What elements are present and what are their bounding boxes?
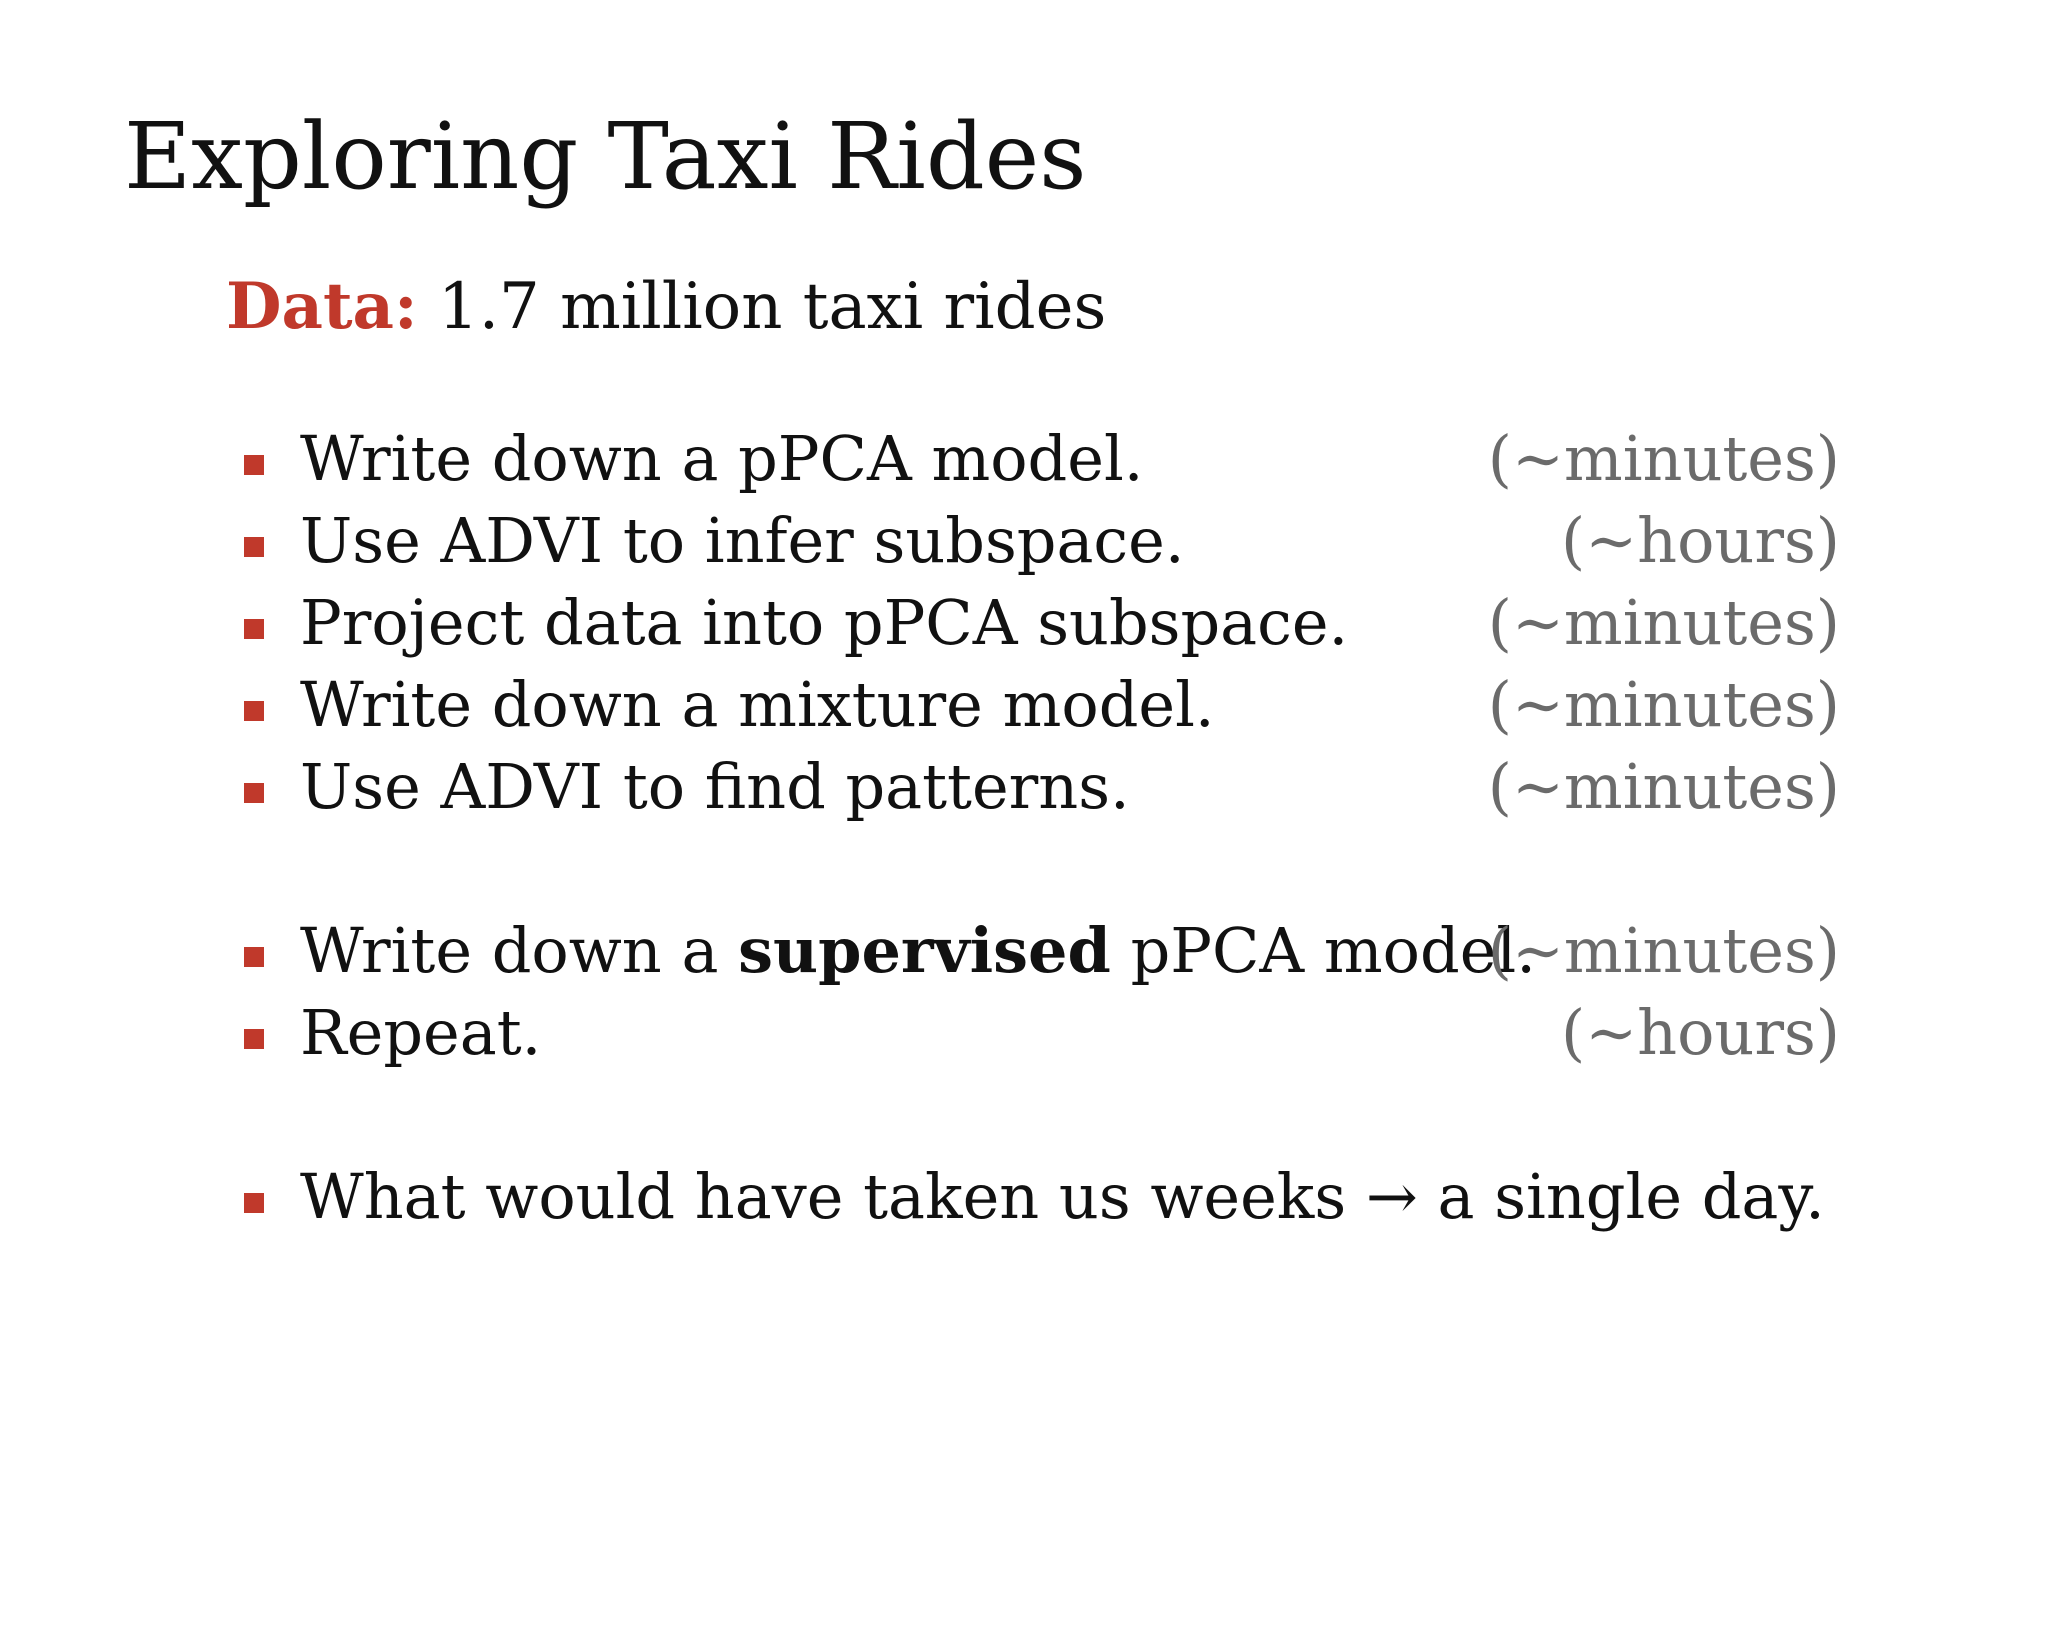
step-duration: (∼minutes) bbox=[1487, 586, 1840, 659]
square-bullet-icon bbox=[244, 947, 264, 967]
data-summary bbox=[226, 270, 1106, 345]
data-label: Data: bbox=[226, 269, 418, 344]
step-text: Project data into pPCA subspace. bbox=[300, 586, 1349, 659]
step-duration: (∼hours) bbox=[1561, 996, 1840, 1069]
square-bullet-icon bbox=[244, 619, 264, 639]
step-text: Use ADVI to find patterns. bbox=[300, 750, 1130, 823]
step-duration: (∼minutes) bbox=[1487, 668, 1840, 741]
list-item bbox=[240, 746, 1840, 828]
step-text-bold: supervised bbox=[738, 914, 1111, 987]
list-item bbox=[240, 582, 1840, 664]
list-item bbox=[240, 500, 1840, 582]
slide-title: Exploring Taxi Rides bbox=[124, 103, 1087, 210]
step-duration: (∼minutes) bbox=[1487, 750, 1840, 823]
step-duration: (∼hours) bbox=[1561, 504, 1840, 577]
square-bullet-icon bbox=[244, 783, 264, 803]
square-bullet-icon bbox=[244, 1193, 264, 1213]
list-item bbox=[240, 664, 1840, 746]
step-text: Use ADVI to infer subspace. bbox=[300, 504, 1185, 577]
supervised-steps-list bbox=[240, 910, 1840, 1074]
step-text: Write down a pPCA model. bbox=[300, 422, 1144, 495]
list-item bbox=[240, 1156, 1840, 1238]
workflow-steps-list bbox=[240, 418, 1840, 828]
step-text-after: pPCA model. bbox=[1110, 914, 1536, 987]
square-bullet-icon bbox=[244, 537, 264, 557]
step-text bbox=[300, 910, 1536, 992]
list-item bbox=[240, 418, 1840, 500]
square-bullet-icon bbox=[244, 701, 264, 721]
list-item bbox=[240, 992, 1840, 1074]
square-bullet-icon bbox=[244, 455, 264, 475]
list-item bbox=[240, 910, 1840, 992]
data-text: 1.7 million taxi rides bbox=[437, 270, 1107, 344]
square-bullet-icon bbox=[244, 1029, 264, 1049]
step-text: Repeat. bbox=[300, 996, 542, 1069]
step-duration: (∼minutes) bbox=[1487, 422, 1840, 495]
step-text-before: Write down a bbox=[300, 914, 739, 987]
step-text: Write down a mixture model. bbox=[300, 668, 1215, 741]
step-duration: (∼minutes) bbox=[1487, 914, 1840, 987]
conclusion-list bbox=[240, 1156, 1840, 1238]
conclusion-text: What would have taken us weeks → a single day. bbox=[300, 1160, 1825, 1233]
